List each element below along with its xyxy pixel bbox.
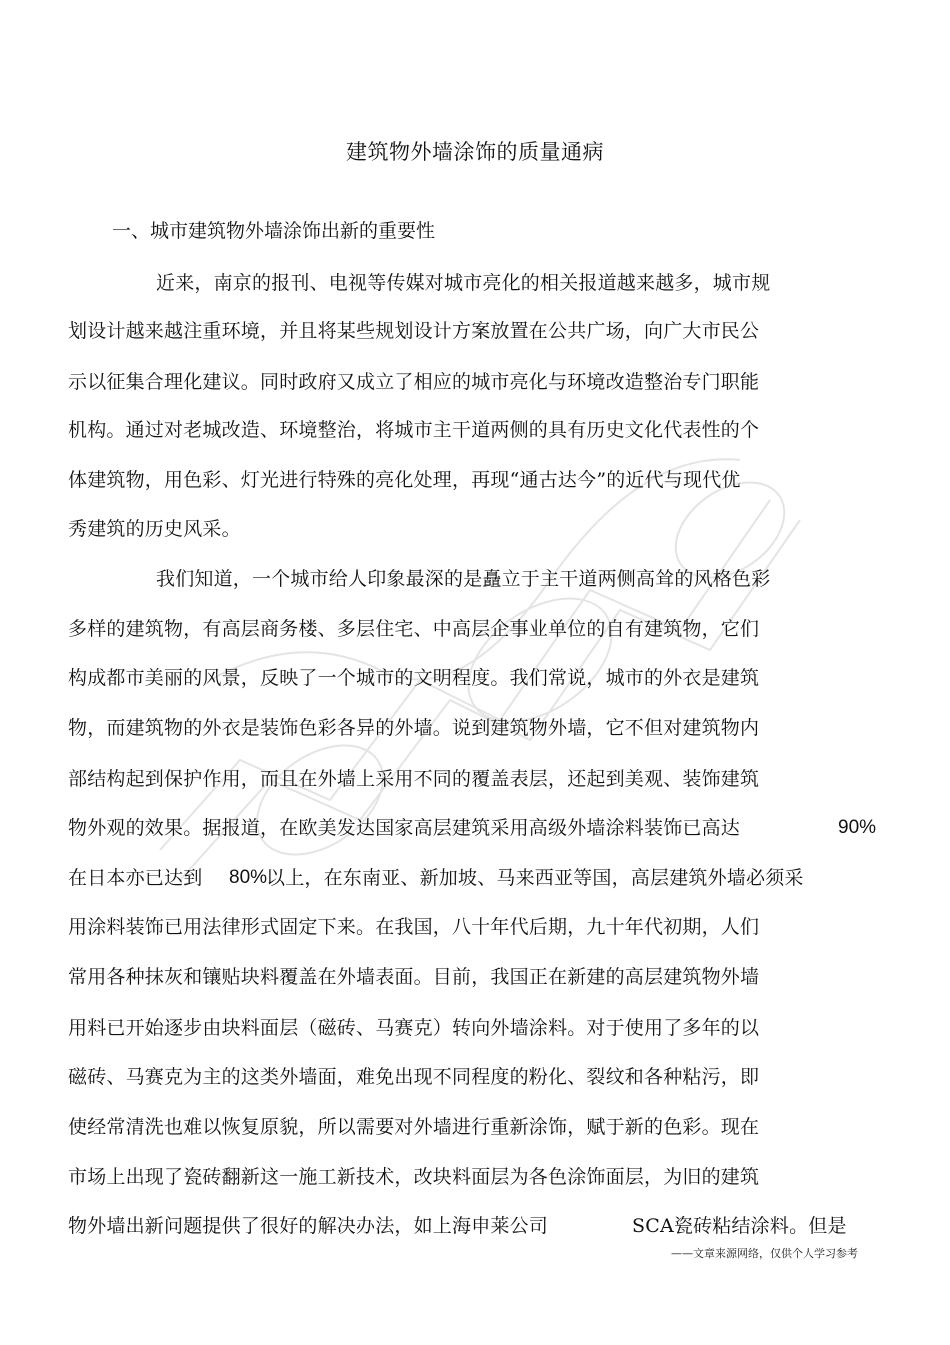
paragraph-line: 物外墙出新问题提供了很好的解决办法，如上海申莱公司 [68,1215,549,1237]
paragraph-line: 物，而建筑物的外衣是装饰色彩各异的外墙。说到建筑物外墙，它不但对建筑物内 [68,717,760,739]
paragraph-line: 用料已开始逐步由块料面层（磁砖、马赛克）转向外墙涂料。对于使用了多年的以 [68,1017,760,1039]
europe-percent: 90% [838,817,877,838]
section-heading: 一、城市建筑物外墙涂饰出新的重要性 [112,220,436,242]
paragraph-line: 在日本亦已达到 [68,867,203,889]
paragraph-line: 构成都市美丽的风景，反映了一个城市的文明程度。我们常说，城市的外衣是建筑 [68,667,760,689]
paragraph-line: 市场上出现了瓷砖翻新这一施工新技术，改块料面层为各色涂饰面层，为旧的建筑 [68,1166,760,1188]
paragraph-line: 物外观的效果。据报道，在欧美发达国家高层建筑采用高级外墙涂料装饰已高达 [68,817,741,839]
paragraph-line: 磁砖、马赛克为主的这类外墙面，难免出现不同程度的粉化、裂纹和各种粘污，即 [68,1066,760,1088]
paragraph-line: 使经常清洗也难以恢复原貌，所以需要对外墙进行重新涂饰，赋于新的色彩。现在 [68,1116,760,1138]
paragraph-line: 用涂料装饰已用法律形式固定下来。在我国，八十年代后期，九十年代初期，人们 [68,916,760,938]
paragraph-line: SCA瓷砖粘结涂料。但是 [632,1215,847,1237]
paragraph-line: 划设计越来越注重环境，并且将某些规划设计方案放置在公共广场，向广大市民公 [68,320,760,342]
paragraph-line: 近来，南京的报刊、电视等传媒对城市亮化的相关报道越来越多，城市规 [156,272,771,294]
paragraph-line: 示以征集合理化建议。同时政府又成立了相应的城市亮化与环境改造整治专门职能 [68,371,760,393]
japan-percent: 80% [229,867,268,888]
paragraph-line: 机构。通过对老城改造、环境整治，将城市主干道两侧的具有历史文化代表性的个 [68,419,760,441]
paragraph-line: 体建筑物，用色彩、灯光进行特殊的亮化处理，再现“通古达今”的近代与现代优 [68,469,741,491]
paragraph-line: 我们知道，一个城市给人印象最深的是矗立于主干道两侧高耸的风格色彩 [156,568,771,590]
paragraph-line: 常用各种抹灰和镶贴块料覆盖在外墙表面。目前，我国正在新建的高层建筑物外墙 [68,966,760,988]
paragraph-line: 以上，在东南亚、新加坡、马来西亚等国，高层建筑外墙必须采 [266,867,804,889]
page-title: 建筑物外墙涂饰的质量通病 [346,140,604,164]
paragraph-line: 秀建筑的历史风采。 [68,518,241,540]
paragraph-line: 部结构起到保护作用，而且在外墙上采用不同的覆盖表层，还起到美观、装饰建筑 [68,768,760,790]
source-footnote: ——文章来源网络，仅供个人学习参考 [671,1247,858,1260]
paragraph-line: 多样的建筑物，有高层商务楼、多层住宅、中高层企事业单位的自有建筑物，它们 [68,618,760,640]
